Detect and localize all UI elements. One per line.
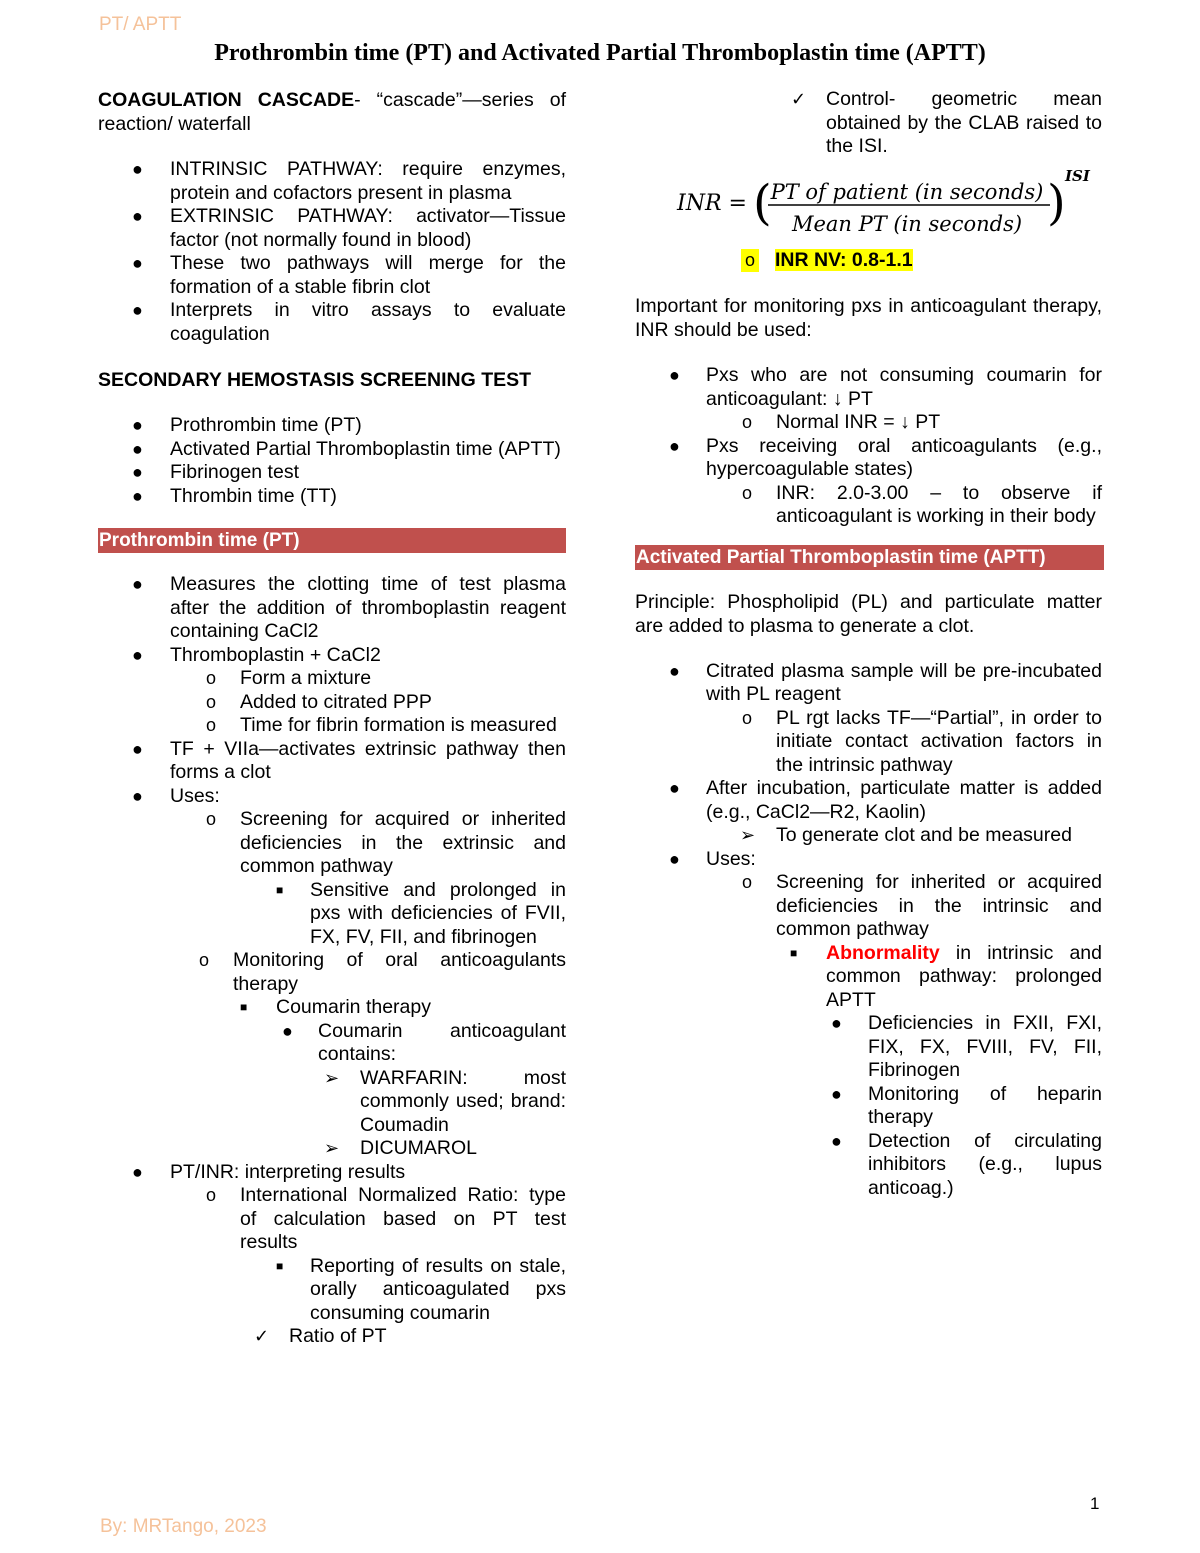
bullet-icon: ● [132,159,143,179]
right-column [635,88,1102,1200]
list-item: ■ Coumarin therapy [240,996,431,1018]
bullet-icon: ● [669,365,680,385]
bullet-icon: ● [669,660,680,681]
bullet-icon: ● [831,1083,842,1104]
arrow-bullet-icon: ➢ [324,1067,340,1088]
check-icon: ✓ [791,89,807,109]
list-item: ● EXTRINSIC PATHWAY: activator—Tissue factor (not normally found in blood) [132,205,566,251]
bullet-icon: ● [132,644,143,665]
inr-normal-value: INR NV: 0.8-1.1 [775,248,913,271]
list-item: ● Deficiencies in FXII, FXI, FIX, FX, FVIII, FV, FII, Fibrinogen [831,1012,1102,1081]
list-item: ■ Abnormality in intrinsic and common pathway: prolonged APTT [790,941,1102,1011]
list-item: ■ Sensitive and prolonged in pxs with deficiencies of FVII, FX, FV, FII, and fibrinogen [276,878,566,948]
left-column [98,88,566,1349]
list-item: ✓ Control- geometric mean obtained by the CLAB raised to the ISI. [791,88,1102,157]
list-item: ● Monitoring of heparin therapy [831,1082,1102,1128]
list-item: ● Thrombin time (TT) [132,484,337,507]
formula-exponent: ISI [1065,166,1090,185]
list-item: ● Citrated plasma sample will be pre-incubated with PL reagent [669,659,1102,705]
list-item: o Form a mixture [206,667,372,689]
square-bullet-icon: ■ [276,1258,284,1273]
left-paren: ( [753,174,772,231]
bullet-icon: ● [132,785,143,806]
header-tag: PT/ APTT [99,14,182,35]
abnormality-word: Abnormality [826,941,940,964]
bullet-icon: ● [669,435,680,456]
list-item: o Added to citrated PPP [206,690,432,713]
bullet-icon: ● [132,206,143,226]
formula-lhs: INR = [677,190,747,216]
right-paren: ) [1047,174,1066,231]
list-item: o PL rgt lacks TF—“Partial”, in order to initiate contact activation factors in the intrinsic pathway [742,706,1102,776]
document-title: Prothrombin time (PT) and Activated Partial Thromboplastin time (APTT) [214,40,986,66]
list-item: o Screening for inherited or acquired deficiencies in the intrinsic and common pathway [742,871,1102,940]
bullet-icon: ● [282,1020,293,1041]
list-item: ● Detection of circulating inhibitors (e.g., lupus anticoag.) [831,1129,1102,1199]
list-item: o Normal INR = ↓ PT [742,411,941,433]
list-item: ➢ DICUMAROL [324,1137,478,1159]
square-bullet-icon: ■ [276,882,284,897]
list-item: ● TF + VIIa—activates extrinsic pathway then forms a clot [132,737,566,783]
square-bullet-icon: ■ [240,1000,248,1014]
arrow-bullet-icon: ➢ [324,1138,340,1158]
bullet-icon: ● [132,485,143,506]
list-item: ➢ To generate clot and be measured [740,824,1072,846]
circle-bullet-icon: o [206,715,217,735]
list-item: ● Pxs receiving oral anticoagulants (e.g., hypercoagulable states) [669,434,1102,480]
list-item: ● Interprets in vitro assays to evaluate coagulation [132,299,566,345]
coagulation-cascade-paragraph [98,88,566,136]
circle-bullet-icon: o [206,691,217,712]
circle-bullet-icon: o [742,707,753,728]
list-item: ● Uses: [132,784,220,807]
list-item: ● Uses: [669,847,756,870]
circle-bullet-icon: o [206,668,217,688]
bullet-icon: ● [132,738,143,759]
arrow-bullet-icon: ➢ [740,825,756,845]
list-item: ● PT/INR: interpreting results [132,1160,406,1183]
list-item: ● Pxs who are not consuming coumarin for anticoagulant: ↓ PT [669,364,1102,410]
bullet-icon: ● [132,300,143,320]
list-item: ● Coumarin anticoagulant contains: [282,1019,566,1065]
circle-bullet-icon: o [206,809,217,829]
circle-bullet-icon: o [199,950,210,970]
circle-bullet-icon: o [742,412,753,432]
list-item: ➢ WARFARIN: most commonly used; brand: Coumadin [324,1066,566,1136]
check-icon: ✓ [254,1326,270,1346]
list-item: o Time for fibrin formation is measured [206,714,557,736]
list-item: ✓ Ratio of PT [254,1325,387,1347]
circle-bullet-icon: o [742,482,753,503]
list-item: ● Activated Partial Thromboplastin time (APTT) [132,437,561,460]
list-item: o INR: 2.0-3.00 – to observe if anticoagulant is working in their body [742,481,1102,527]
bullet-icon: ● [831,1013,842,1033]
list-item: ● Prothrombin time (PT) [132,414,362,436]
bullet-icon: ● [132,462,143,482]
bullet-icon: ● [132,415,143,435]
formula-numerator: PT of patient (in seconds) [770,179,1044,204]
list-item: ■ Reporting of results on stale, orally anticoagulated pxs consuming coumarin [276,1254,566,1324]
list-item: ● Fibrinogen test [132,461,299,483]
list-item: o Screening for acquired or inherited deficiencies in the extrinsic and common pathway [206,808,566,877]
list-item: o International Normalized Ratio: type of calculation based on PT test results [206,1184,566,1253]
circle-bullet-icon: o [742,872,753,892]
bullet-icon: ● [132,1161,143,1182]
section-bar-aptt: Activated Partial Thromboplastin time (APTT) [635,545,1104,570]
bullet-icon: ● [132,438,143,459]
inr-formula-graphic [675,159,1105,243]
square-bullet-icon: ■ [790,945,798,960]
list-item: o Monitoring of oral anticoagulants therapy [199,949,566,995]
principle-paragraph: Principle: Phospholipid (PL) and particulate matter are added to plasma to generate a clot. [635,590,1102,637]
bullet-icon: ● [132,574,143,594]
bullet-icon: ● [669,848,680,869]
circle-bullet-icon: o [741,249,759,273]
bullet-icon: ● [831,1130,842,1151]
footer-author: By: MRTango, 2023 [100,1516,267,1537]
coagulation-cascade-heading: COAGULATION CASCADE [98,89,355,111]
screening-heading: SECONDARY HEMOSTASIS SCREENING TEST [98,369,532,391]
circle-bullet-icon: o [206,1185,217,1205]
page-number: 1 [1090,1494,1100,1513]
coagulation-cascade-text: - “cascade”—series of reaction/ waterfall [98,89,566,135]
important-paragraph: Important for monitoring pxs in anticoagulant therapy, INR should be used: [635,295,1102,341]
formula-denominator: Mean PT (in seconds) [791,211,1023,236]
inr-formula [635,159,1102,243]
section-bar-pt: Prothrombin time (PT) [98,528,566,553]
list-item [635,249,1102,273]
list-item: ● After incubation, particulate matter is added (e.g., CaCl2—R2, Kaolin) [669,777,1102,823]
bullet-icon: ● [669,778,680,798]
list-item: ● These two pathways will merge for the formation of a stable fibrin clot [132,252,566,298]
list-item: ● INTRINSIC PATHWAY: require enzymes, protein and cofactors present in plasma [132,158,566,204]
list-item: ● Thromboplastin + CaCl2 [132,643,381,666]
bullet-icon: ● [132,253,143,273]
list-item: ● Measures the clotting time of test plasma after the addition of thromboplastin reagent containing CaCl2 [132,573,566,642]
